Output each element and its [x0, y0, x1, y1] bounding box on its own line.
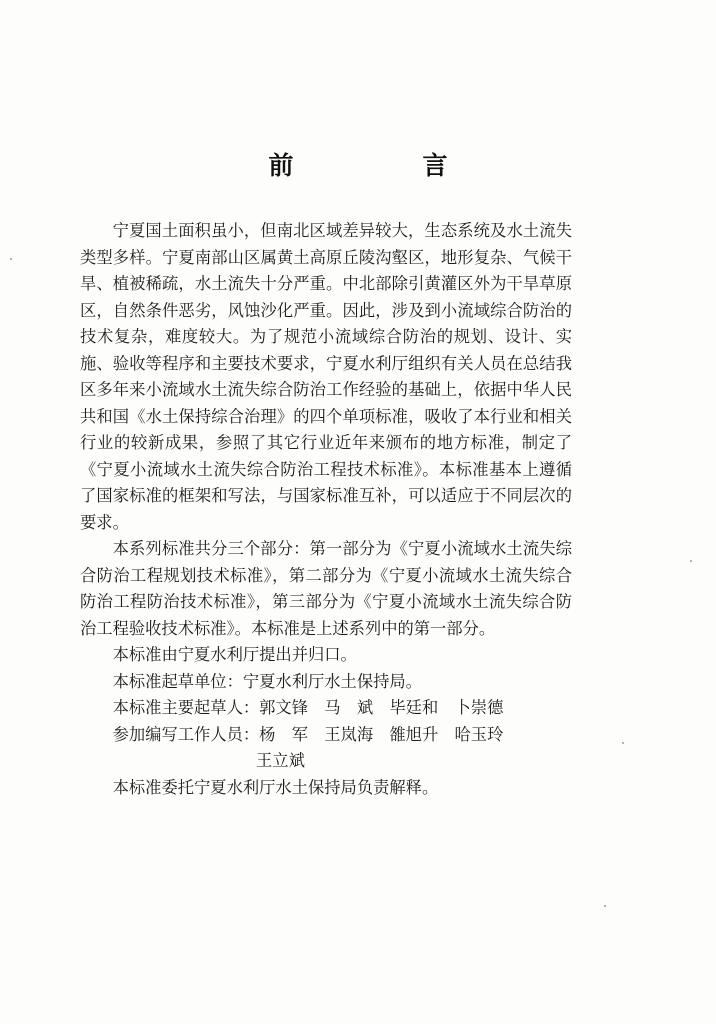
page-title: 前 言	[268, 151, 500, 180]
scan-speck	[690, 560, 692, 562]
participants-continuation: 王立斌	[256, 751, 305, 770]
scan-speck	[10, 258, 12, 260]
participants-line: 参加编写工作人员：杨 军 王岚海 雒旭升 哈玉玲	[112, 724, 504, 744]
drafters-line: 本标准主要起草人：郭文锋 马 斌 毕廷和 卜崇德	[112, 698, 504, 717]
paragraph-drafting-unit: 本标准起草单位：宁夏水利厅水土保持局。	[112, 671, 422, 691]
paragraph-background: 宁夏国土面积虽小，但南北区域差异较大，生态系统及水土流失类型多样。宁夏南部山区属黄土高原丘陵沟壑区，地形复杂、气候干旱、植被稀疏，水土流失十分严重。中北部除引黄灌区外为干旱草原区，自然条件恶劣，风蚀沙化严重。因此，涉及到小流域综合防治的技术复杂，难度较大。为了规范小流域综合防治的规划、设计、实施、验收等程序和主要技术要求，宁夏水利厅组织有关人员在总结我区多年来小流域水土流失综合防治工作经验的基础上，依据中华人民共和国《水土保持综合治理》的四个单项标准，吸收了本行业和相关行业的较新成果，参照了其它行业近年来颁布的地方标准，制定了《宁夏小流域水土流失综合防治工程技术标准》。本标准基本上遵循了国家标准的框架和写法，与国家标准互补，可以适应于不同层次的要求。	[80, 221, 572, 532]
paragraph-interpretation: 本标准委托宁夏水利厅水土保持局负责解释。	[112, 777, 439, 797]
scan-speck	[622, 742, 624, 744]
scan-speck	[604, 905, 606, 907]
paragraph-series: 本系列标准共分三个部分：第一部分为《宁夏小流域水土流失综合防治工程规划技术标准》，第二部分为《宁夏小流域水土流失综合防治工程防治技术标准》，第三部分为《宁夏小流域水土流失综合防治工程验收技术标准》。本标准是上述系列中的第一部分。	[80, 539, 572, 638]
paragraph-proposer: 本标准由宁夏水利厅提出并归口。	[112, 645, 357, 664]
preface-body	[80, 218, 572, 801]
